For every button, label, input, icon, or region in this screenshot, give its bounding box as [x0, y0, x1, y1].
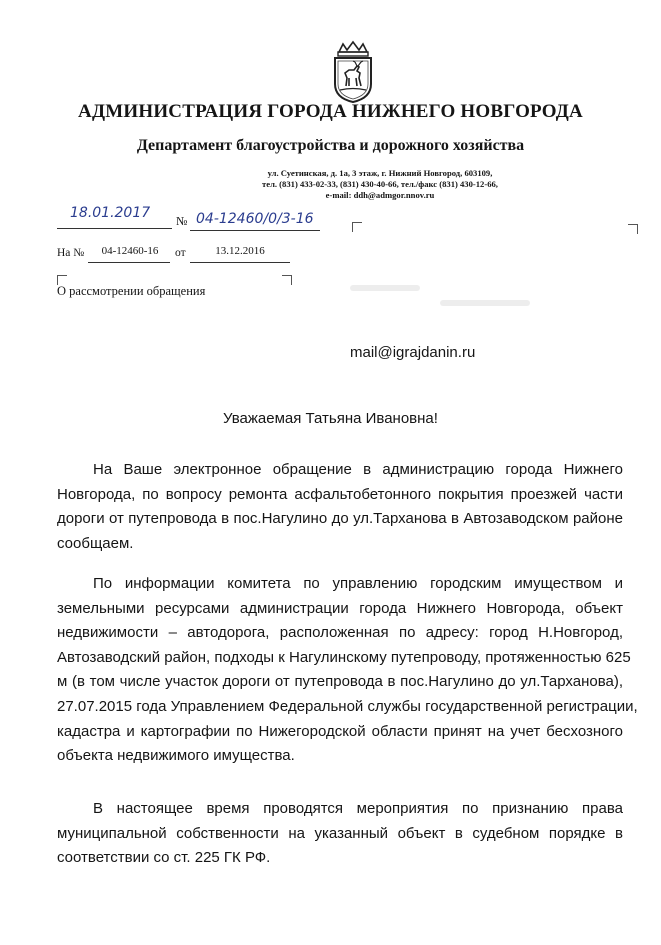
paragraph-line: На Ваше электронное обращение в администрацию города Нижнего	[93, 461, 623, 478]
body-paragraph	[57, 458, 623, 556]
paragraph-line: дороги от путепровода в пос.Нагулино до ул.Тарханова в Автозаводском районе	[57, 510, 623, 528]
date-underline	[57, 228, 172, 229]
address-line: ул. Суетинская, д. 1а, 3 этаж, г. Нижний Новгород, 603109,	[267, 168, 493, 178]
address-corner-top-left	[352, 222, 362, 232]
redacted-recipient-mark	[440, 300, 530, 306]
paragraph-line: м (в том числе участок дороги от путепровода в пос.Нагулино до ул.Тарханова),	[57, 673, 623, 691]
handwritten-date: 18.01.2017	[70, 205, 151, 221]
city-coat-of-arms-icon	[327, 40, 379, 104]
reference-from-label: от	[175, 247, 186, 259]
paragraph-line: соответствии со ст. 225 ГК РФ.	[57, 849, 271, 867]
paragraph-line: Автозаводский район, подходы к Нагулинскому путепроводу, протяженностью 625	[57, 648, 631, 666]
redacted-recipient-mark	[350, 285, 420, 291]
subject-corner-right	[282, 275, 292, 285]
reference-date-underline	[190, 262, 290, 263]
paragraph-line: земельными ресурсами администрации города Нижнего Новгорода, объект	[57, 599, 623, 617]
organization-title: АДМИНИСТРАЦИЯ ГОРОДА НИЖНЕГО НОВГОРОДА	[78, 101, 583, 122]
paragraph-line: объекта недвижимого имущества.	[57, 747, 295, 765]
paragraph-line: кадастра и картографии по Нижегородской области принят на учет бесхозного	[57, 722, 623, 740]
number-underline	[190, 230, 320, 231]
body-paragraph	[57, 572, 638, 769]
number-sign: №	[176, 214, 188, 228]
paragraph-line: 27.07.2015 года Управлением Федеральной службы государственной регистрации,	[57, 697, 638, 715]
email-line: e-mail: ddh@admgor.nnov.ru	[325, 190, 435, 200]
paragraph-line: недвижимости – автодорога, расположенная по адресу: город Н.Новгород,	[57, 624, 623, 642]
paragraph-line: сообщаем.	[57, 534, 134, 552]
reference-number-underline	[88, 262, 170, 263]
address-block	[230, 168, 530, 201]
address-corner-top-right	[628, 224, 638, 234]
reference-number: 04-12460-16	[101, 245, 159, 257]
subject-line: О рассмотрении обращения	[57, 284, 206, 298]
reference-date: 13.12.2016	[215, 245, 265, 257]
handwritten-number: 04-12460/0/3-16	[196, 211, 314, 227]
recipient-email: mail@igrajdanin.ru	[350, 344, 476, 361]
paragraph-line: Новгорода, по вопросу ремонта асфальтобетонного покрытия проезжей части	[57, 485, 623, 503]
paragraph-line: В настоящее время проводятся мероприятия по признанию права	[93, 800, 623, 817]
paragraph-line: По информации комитета по управлению городским имуществом и	[93, 575, 623, 592]
greeting: Уважаемая Татьяна Ивановна!	[223, 410, 438, 427]
phone-line: тел. (831) 433-02-33, (831) 430-40-66, тел./факс (831) 430-12-66,	[262, 179, 498, 189]
paragraph-line: муниципальной собственности на указанный объект в судебном порядке в	[57, 824, 623, 842]
body-paragraph	[57, 797, 623, 871]
reference-label: На №	[57, 247, 85, 259]
department-title: Департамент благоустройства и дорожного хозяйства	[136, 137, 525, 154]
